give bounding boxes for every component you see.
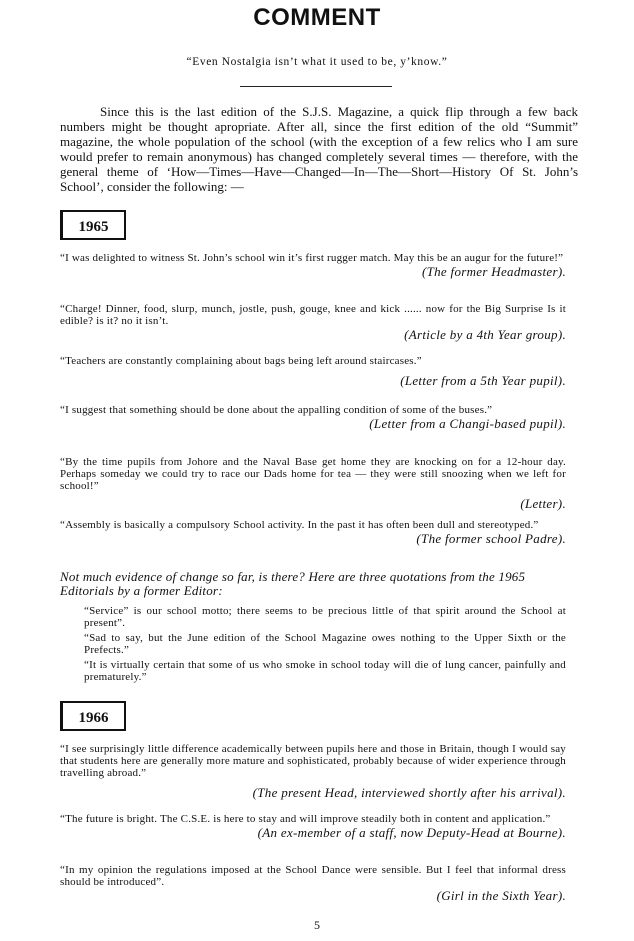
quote-text: “The future is bright. The C.S.E. is here to stay and will improve steadily both in content and application.” [60,813,551,825]
quote-entry [60,813,566,840]
quote-attribution: (Girl in the Sixth Year). [436,888,566,903]
editorial-quote: “Service” is our school motto; there seems to be precious little of that spirit around the School at present”. [84,605,566,629]
quote-attribution: (An ex-member of a staff, now Deputy-Head at Bourne). [257,825,566,840]
intro-paragraph: Since this is the last edition of the S.J.S. Magazine, a quick flip through a few back numbers might be thought apropriate. After all, since the first edition of the old “Summit” magazine, the whole population of the school (with the exception of a few relics who I am sure would prefer to remain anonymous) has changed completely several times — therefore, with the general theme of ‘How—Times—Have—Changed—In—The—Short—History Of St. John’s School’, consider the following: — [60,104,578,194]
quote-entry [60,303,566,342]
quote-attribution: (Letter). [520,496,566,511]
editorial-quote: “Sad to say, but the June edition of the School Magazine owes nothing to the Upper Sixth or the Prefects.” [84,632,566,656]
quote-entry [60,864,566,903]
quote-attribution: (The former Headmaster). [421,264,566,279]
quote-text: “By the time pupils from Johore and the Naval Base get home they are knocking on for a 12-hour day. Perhaps someday we could try to race our Dads home for tea — they were still snoozing when we left for school!” [60,456,566,492]
quote-entry [60,743,566,800]
quote-text: “I see surprisingly little difference academically between pupils here and those in Britain, though I would say that students here are generally more mature and sophisticated, probably because of wider experience through travelling abroad.” [60,743,566,779]
quote-attribution: (The present Head, interviewed shortly after his arrival). [252,785,566,800]
quote-text: “I suggest that something should be done about the appalling condition of some of the buses.” [60,404,493,416]
quote-entry [60,519,566,546]
quote-entry [60,404,566,431]
year-box-1965: 1965 [60,210,126,240]
divider [240,86,392,87]
year-box-1966: 1966 [60,701,126,731]
quote-text: “Charge! Dinner, food, slurp, munch, jostle, push, gouge, knee and kick ...... now for the Big Surprise Is it edible? is it? no it isn’t. [60,303,566,327]
page-title: COMMENT [253,4,381,31]
quote-text: “Assembly is basically a compulsory School activity. In the past it has often been dull and stereotyped.” [60,519,539,531]
quote-text: “Teachers are constantly complaining about bags being left around staircases.” [60,355,422,367]
quote-text: “In my opinion the regulations imposed at the School Dance were sensible. But I feel that informal dress should be introduced”. [60,864,566,888]
quote-attribution: (Letter from a 5th Year pupil). [400,373,566,388]
quote-entry [60,355,566,388]
quote-attribution: (Letter from a Changi-based pupil). [369,416,566,431]
editorial-quote: “It is virtually certain that some of us who smoke in school today will die of lung cancer, painfully and prematurely.” [84,659,566,683]
quote-entry [60,456,566,511]
quote-attribution: (The former school Padre). [416,531,566,546]
page-number: 5 [314,918,320,932]
quote-text: “I was delighted to witness St. John’s school win it’s first rugger match. May this be an augur for the future!” [60,252,564,264]
epigraph: “Even Nostalgia isn’t what it used to be, y’know.” [186,56,448,68]
quote-attribution: (Article by a 4th Year group). [404,327,566,342]
quote-entry [60,252,566,279]
editor-note: Not much evidence of change so far, is there? Here are three quotations from the 1965 Editorials by a former Editor: [60,569,526,598]
